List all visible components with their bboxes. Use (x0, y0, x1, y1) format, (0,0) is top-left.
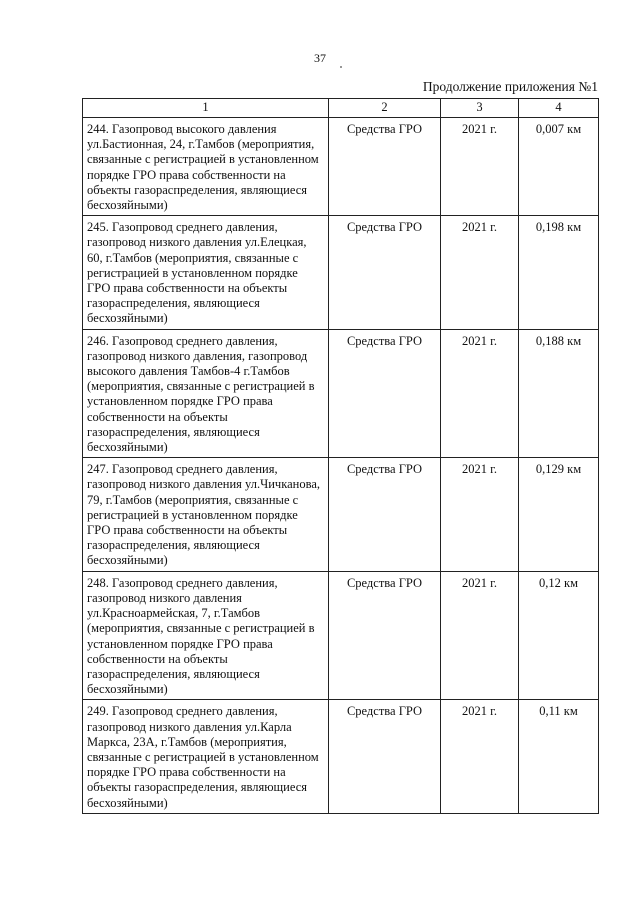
length: 0,129 км (519, 458, 599, 571)
appendix-table (82, 98, 599, 814)
header-row (83, 99, 599, 118)
year: 2021 г. (441, 329, 519, 458)
table-body (83, 118, 599, 814)
continuation-heading: Продолжение приложения №1 (422, 79, 598, 94)
table-row (83, 458, 599, 571)
length: 0,12 км (519, 571, 599, 700)
object-description: 245. Газопровод среднего давления, газопровод низкого давления ул.Елецкая, 60, г.Тамбов (мероприятия, связанные с регистрацией в установленном порядке ГРО права собственности на объекты газораспределения, являющиеся бесхозяйными) (83, 216, 329, 329)
year: 2021 г. (441, 118, 519, 216)
object-description: 244. Газопровод высокого давления ул.Бастионная, 24, г.Тамбов (мероприятия, связанные с регистрацией в установленном порядке ГРО права собственности на объекты газораспределения, являющиеся бесхозяйными) (83, 118, 329, 216)
header-column-2: 2 (329, 99, 441, 118)
table-header (83, 99, 599, 118)
funding-source: Средства ГРО (329, 329, 441, 458)
funding-source: Средства ГРО (329, 216, 441, 329)
length: 0,007 км (519, 118, 599, 216)
year: 2021 г. (441, 700, 519, 813)
table-row (83, 700, 599, 813)
funding-source: Средства ГРО (329, 118, 441, 216)
year: 2021 г. (441, 216, 519, 329)
object-description: 249. Газопровод среднего давления, газопровод низкого давления ул.Карла Маркса, 23А, г.Тамбов (мероприятия, связанные с регистрацией в установленном порядке ГРО права собственности на объекты газораспределения, являющиеся бесхозяйными) (83, 700, 329, 813)
year: 2021 г. (441, 458, 519, 571)
funding-source: Средства ГРО (329, 700, 441, 813)
table-row (83, 571, 599, 700)
header-column-1: 1 (83, 99, 329, 118)
header-column-3: 3 (441, 99, 519, 118)
page-number: 37 (314, 51, 326, 65)
funding-source: Средства ГРО (329, 458, 441, 571)
table-row (83, 329, 599, 458)
funding-source: Средства ГРО (329, 571, 441, 700)
length: 0,198 км (519, 216, 599, 329)
object-description: 246. Газопровод среднего давления, газопровод низкого давления, газопровод высокого давления Тамбов-4 г.Тамбов (мероприятия, связанные с регистрацией в установленном порядке ГРО права собственности на объекты газораспределения, являющиеся бесхозяйными) (83, 329, 329, 458)
table-row (83, 118, 599, 216)
scan-mark (340, 66, 342, 68)
object-description: 248. Газопровод среднего давления, газопровод низкого давления ул.Красноармейская, 7, г.Тамбов (мероприятия, связанные с регистрацией в установленном порядке ГРО права собственности на объекты газораспределения, являющиеся бесхозяйными) (83, 571, 329, 700)
year: 2021 г. (441, 571, 519, 700)
length: 0,188 км (519, 329, 599, 458)
object-description: 247. Газопровод среднего давления, газопровод низкого давления ул.Чичканова, 79, г.Тамбов (мероприятия, связанные с регистрацией в установленном порядке ГРО права собственности на объекты газораспределения, являющиеся бесхозяйными) (83, 458, 329, 571)
header-column-4: 4 (519, 99, 599, 118)
table-row (83, 216, 599, 329)
length: 0,11 км (519, 700, 599, 813)
